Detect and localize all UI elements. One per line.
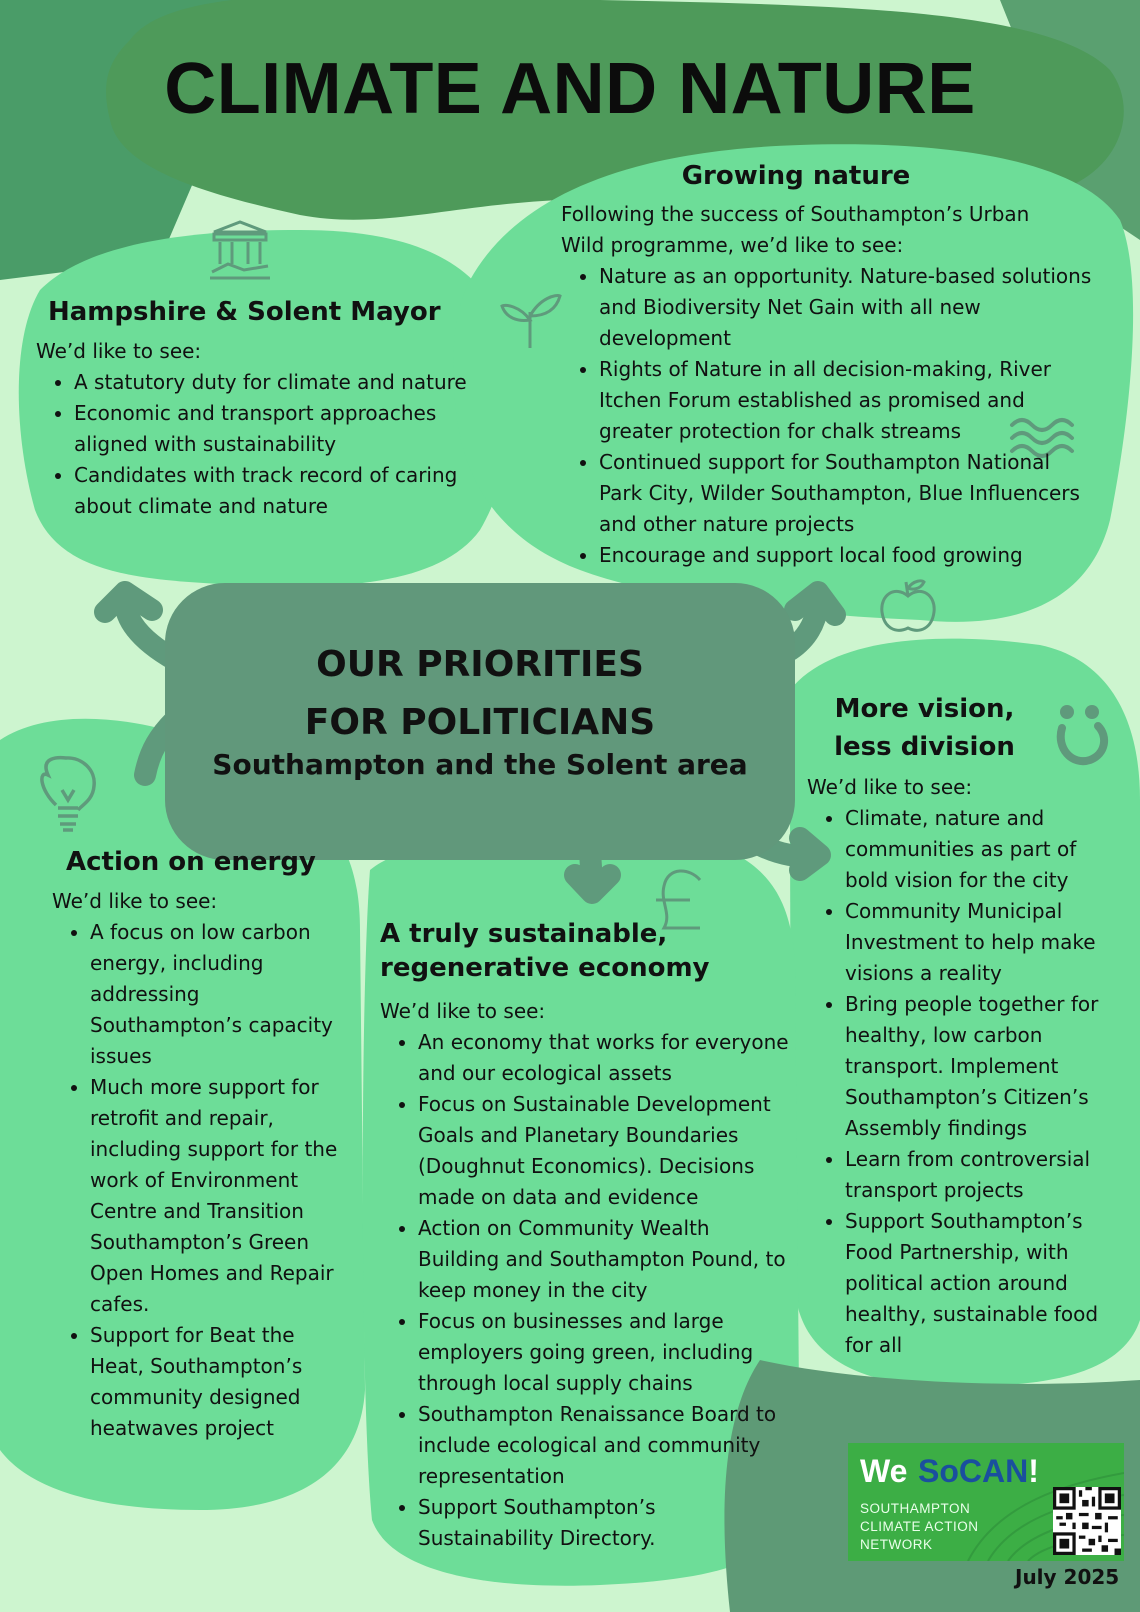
energy-section [52,846,352,1444]
list-item: • Nature as an opportunity. Nature-based solutions and Biodiversity Net Gain with all new development [599,261,1099,354]
qr-code-icon [1053,1487,1121,1555]
economy-intro: We’d like to see: [380,998,546,1023]
mayor-section [36,296,486,522]
list-item: • Economic and transport approaches aligned with sustainability [74,398,486,460]
vision-title-line-2: less division [834,732,1015,762]
logo-bang: ! [1028,1453,1039,1489]
page-title: CLIMATE AND NATURE [164,49,976,129]
vision-title-line-1: More vision, [834,694,1015,724]
list-item: • Action on Community Wealth Building and Southampton Pound, to keep money in the city [418,1213,790,1306]
energy-title: Action on energy [66,847,316,877]
priorities-subtitle: Southampton and the Solent area [212,748,748,781]
priorities-line-1: OUR PRIORITIES [316,644,644,685]
priorities-line-2: FOR POLITICIANS [304,702,656,743]
list-item: • Focus on Sustainable Development Goals and Planetary Boundaries (Doughnut Economics). Decisions made on data and evidence [418,1089,790,1213]
vision-title [807,690,1042,766]
list-item: • Candidates with track record of caring about climate and nature [74,460,486,522]
list-item: • Bring people together for healthy, low carbon transport. Implement Southampton’s Citizen’s Assembly findings [845,989,1102,1144]
list-item: • Community Municipal Investment to help make visions a reality [845,896,1102,989]
date-label: July 2025 [1015,1565,1120,1589]
growing-list [561,261,1099,571]
list-item: • Support Southampton’s Sustainability Directory. [418,1492,790,1554]
mayor-intro: We’d like to see: [36,338,202,363]
energy-intro: We’d like to see: [52,888,218,913]
list-item: • Support Southampton’s Food Partnership, with political action around healthy, sustainable food for all [845,1206,1102,1361]
vision-section [807,690,1102,1361]
list-item: • Much more support for retrofit and repair, including support for the work of Environment Centre and Transition Southampton’s Green Open Homes and Repair cafes. [90,1072,352,1320]
list-item: • Learn from controversial transport projects [845,1144,1102,1206]
vision-list [807,803,1102,1361]
list-item: • Rights of Nature in all decision-making, River Itchen Forum established as promised and greater protection for chalk streams [599,354,1099,447]
list-item: • An economy that works for everyone and our ecological assets [418,1027,790,1089]
list-item: • Southampton Renaissance Board to include ecological and community representation [418,1399,790,1492]
economy-title-line-2: regenerative economy [380,952,710,983]
economy-title-line-1: A truly sustainable, [380,919,668,949]
logo-we: We [860,1453,908,1489]
logo-socan-text: SoCAN [918,1453,1029,1489]
vision-intro: We’d like to see: [807,775,973,799]
economy-title [380,918,790,986]
list-item: • Continued support for Southampton National Park City, Wilder Southampton, Blue Influencers and other nature projects [599,447,1099,540]
growing-title: Growing nature [681,161,911,191]
mayor-list [36,367,486,522]
list-item: • A focus on low carbon energy, including addressing Southampton’s capacity issues [90,917,352,1072]
economy-list [380,1027,790,1554]
logo-socan [918,1453,1039,1490]
logo-line-3: NETWORK [860,1537,933,1552]
logo-line-1: SOUTHAMPTON [860,1501,971,1516]
growing-intro: Following the success of Southampton’s Urban Wild programme, we’d like to see: [561,201,1030,257]
list-item: • Focus on businesses and large employers going green, including through local supply chains [418,1306,790,1399]
mayor-title: Hampshire & Solent Mayor [48,297,441,327]
logo-tagline [860,1500,979,1554]
logo-line-2: CLIMATE ACTION [860,1519,979,1534]
growing-section [561,160,1101,571]
list-item: • A statutory duty for climate and nature [74,367,486,398]
list-item: • Climate, nature and communities as part of bold vision for the city [845,803,1102,896]
energy-list [52,917,352,1444]
list-item: • Support for Beat the Heat, Southampton’s community designed heatwaves project [90,1320,352,1444]
priorities-title [165,636,795,752]
economy-section [380,918,790,1554]
list-item: • Encourage and support local food growing [599,540,1099,571]
